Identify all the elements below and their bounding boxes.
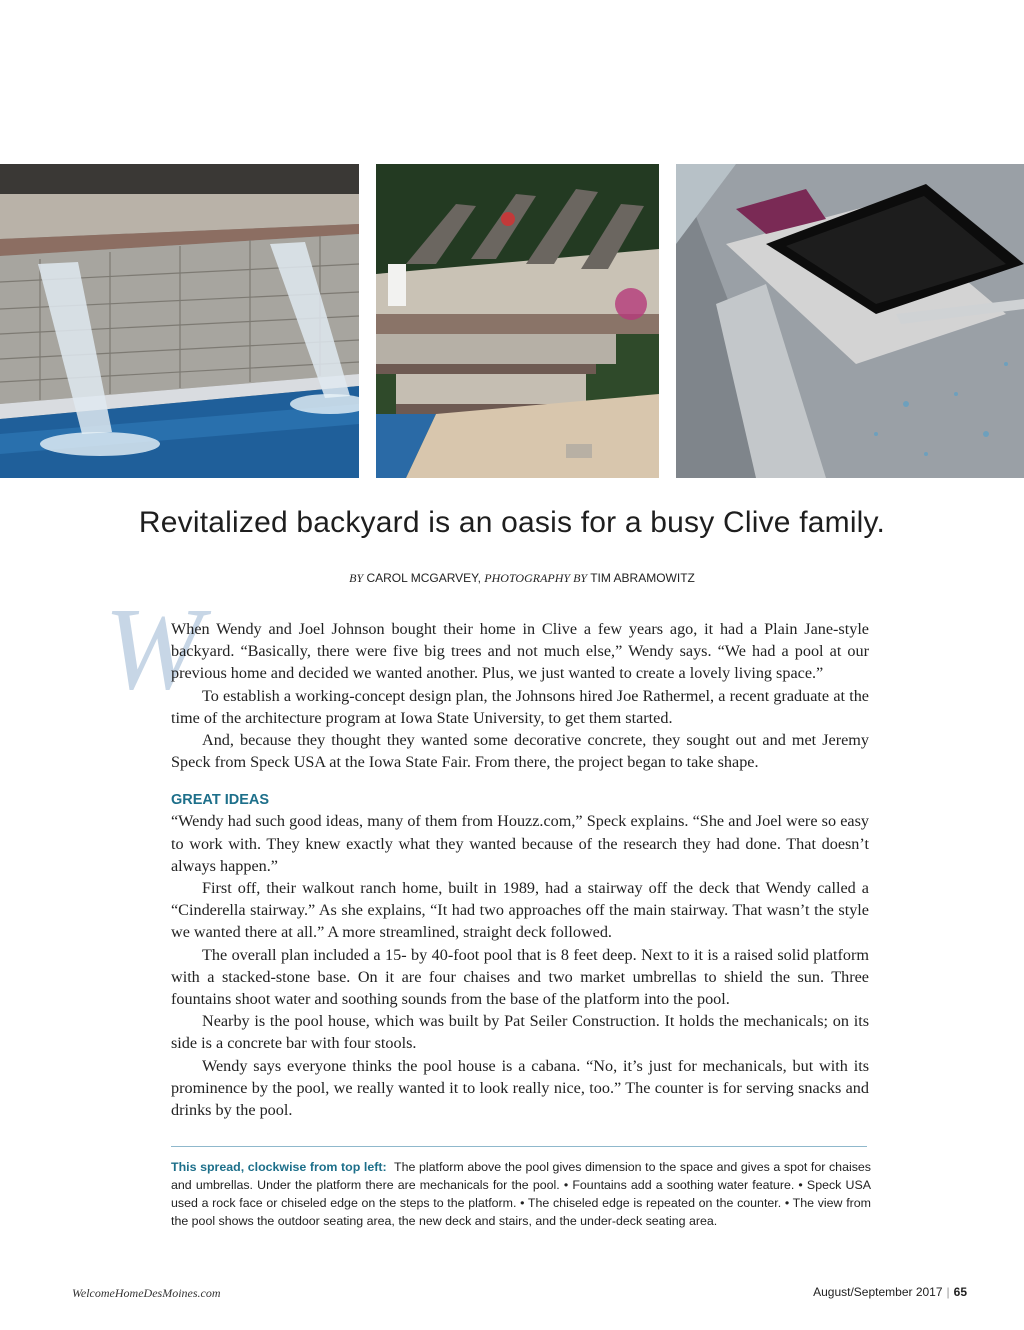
caption-lead: This spread, clockwise from top left: <box>171 1160 387 1174</box>
photo-chaises-steps <box>376 164 659 478</box>
intro-paragraph: To establish a working-concept design plan, the Johnsons hired Joe Rathermel, a recent graduate at the time of the architecture program at Iowa State University, to get them started. <box>171 686 869 727</box>
footer-folio <box>813 1285 967 1299</box>
footer-issue: August/September 2017 <box>813 1285 943 1299</box>
section-paragraph: First off, their walkout ranch home, built in 1989, had a stairway off the deck that Wendy called a “Cinderella stairway.” As she explains, “It had two approaches off the main stairway. That wasn’t the style we wanted there at all.” A more streamlined, straight deck followed. <box>171 879 869 942</box>
section-paragraph: The overall plan included a 15- by 40-foot pool that is 8 feet deep. Next to it is a raised solid platform with a stacked-stone base. On it are four chaises and two market umbrellas to shield the sun. Three fountains shoot water and soothing sounds from the base of the platform into the pool. <box>171 945 869 1009</box>
photo-pool-waterfalls <box>0 164 359 478</box>
article-body <box>171 618 869 1121</box>
section-heading: GREAT IDEAS <box>171 792 270 809</box>
footer-separator: | <box>946 1285 950 1299</box>
intro-paragraph: And, because they thought they wanted some decorative concrete, they sought out and met Jeremy Speck from Speck USA at the Iowa State Fair. From there, the project began to take shape. <box>171 731 869 772</box>
byline-author: CAROL MCGARVEY, <box>366 571 481 585</box>
section-paragraph: Nearby is the pool house, which was built by Pat Seiler Construction. It holds the mechanicals; on its side is a concrete bar with four stools. <box>171 1012 869 1053</box>
caption-divider <box>171 1146 867 1147</box>
byline-by-label: BY <box>349 571 364 585</box>
caption-text: The platform above the pool gives dimension to the space and gives a spot for chaises and umbrellas. Under the platform there are mechanicals for the pool. • Fountains add a soothing water feature. • Speck USA used a rock face or chiseled edge on the steps to the platform. • The chiseled edge is repeated on the counter. • The view from the pool shows the outdoor seating area, the new deck and stairs, and the under-deck seating area. <box>171 1160 871 1228</box>
byline-photo-label: PHOTOGRAPHY BY <box>484 571 588 585</box>
byline-photographer: TIM ABRAMOWITZ <box>590 571 695 585</box>
section-paragraph: “Wendy had such good ideas, many of them from Houzz.com,” Speck explains. “She and Joel were so easy to work with. They knew exactly what they wanted because of the research they had done. That doesn’t always happen.” <box>171 812 869 875</box>
drop-cap: W <box>104 583 203 714</box>
page-number: 65 <box>953 1285 967 1299</box>
article-headline: Revitalized backyard is an oasis for a busy Clive family. <box>138 506 886 539</box>
photo-plate-counter <box>676 164 1024 478</box>
footer-site: WelcomeHomeDesMoines.com <box>72 1286 221 1300</box>
intro-paragraph: When Wendy and Joel Johnson bought their home in Clive a few years ago, it had a Plain Jane-style backyard. “Basically, there were five big trees and not much else,” Wendy says. “We had a pool at our previous home and decided we wanted another. Plus, we just wanted to create a lovely living space.” <box>171 620 869 683</box>
section-paragraph: Wendy says everyone thinks the pool house is a cabana. “No, it’s just for mechanicals, but with its prominence by the pool, we really wanted it to look really nice, too.” The counter is for serving snacks and drinks by the pool. <box>171 1056 869 1120</box>
photo-caption <box>171 1158 871 1230</box>
